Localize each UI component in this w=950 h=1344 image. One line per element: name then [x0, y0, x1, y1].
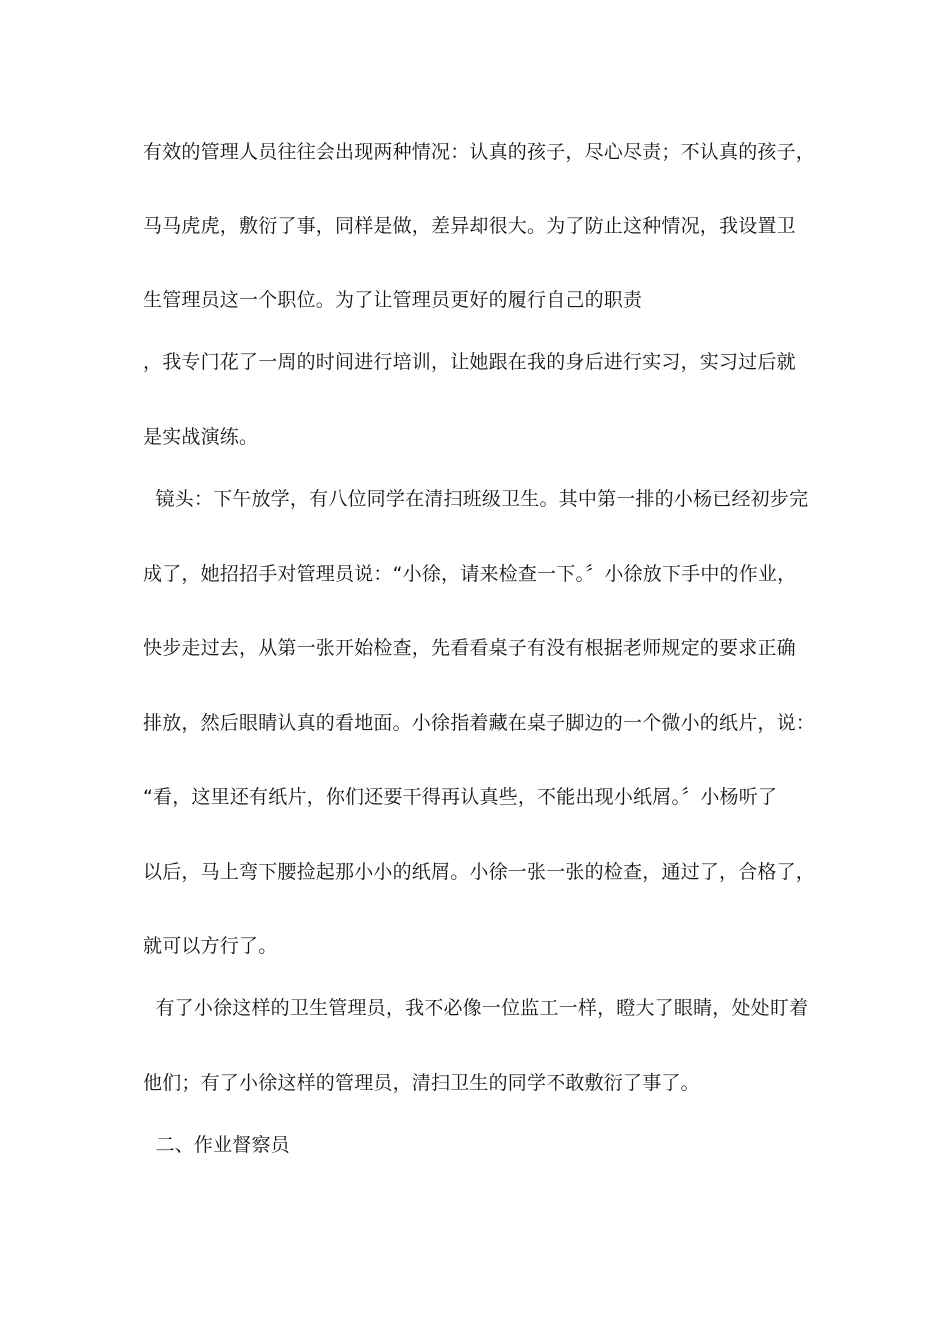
- section-heading: 二、作业督察员: [143, 1134, 290, 1156]
- text-line: 就可以方行了。: [143, 935, 278, 957]
- text-line: 以后，马上弯下腰捡起那小小的纸屑。小徐一张一张的检查，通过了，合格了，: [143, 861, 816, 883]
- text-line: 有效的管理人员往往会出现两种情况：认真的孩子，尽心尽责；不认真的孩子，: [143, 141, 816, 163]
- text-line: 成了，她招招手对管理员说：“小徐，请来检查一下。〞小徐放下手中的作业，: [143, 563, 797, 585]
- text-line: 快步走过去，从第一张开始检查，先看看桌子有没有根据老师规定的要求正确: [143, 637, 796, 659]
- text-line: 是实战演练。: [143, 426, 259, 448]
- text-line: 有了小徐这样的卫生管理员，我不必像一位监工一样，瞪大了眼睛，处处盯着: [143, 997, 809, 1019]
- text-line: 他们；有了小徐这样的管理员，清扫卫生的同学不敢敷衍了事了。: [143, 1072, 700, 1094]
- text-line: 镜头：下午放学，有八位同学在清扫班级卫生。其中第一排的小杨已经初步完: [143, 488, 809, 510]
- text-line: 马马虎虎，敷衍了事，同样是做，差异却很大。为了防止这种情况，我设置卫: [143, 215, 796, 237]
- text-line: ，我专门花了一周的时间进行培训，让她跟在我的身后进行实习，实习过后就: [143, 351, 796, 373]
- text-line: 生管理员这一个职位。为了让管理员更好的履行自己的职责: [143, 289, 643, 311]
- text-line: “看，这里还有纸片，你们还要干得再认真些，不能出现小纸屑。〞小杨听了: [143, 786, 778, 808]
- text-line: 排放，然后眼睛认真的看地面。小徐指着藏在桌子脚边的一个微小的纸片，说：: [143, 712, 816, 734]
